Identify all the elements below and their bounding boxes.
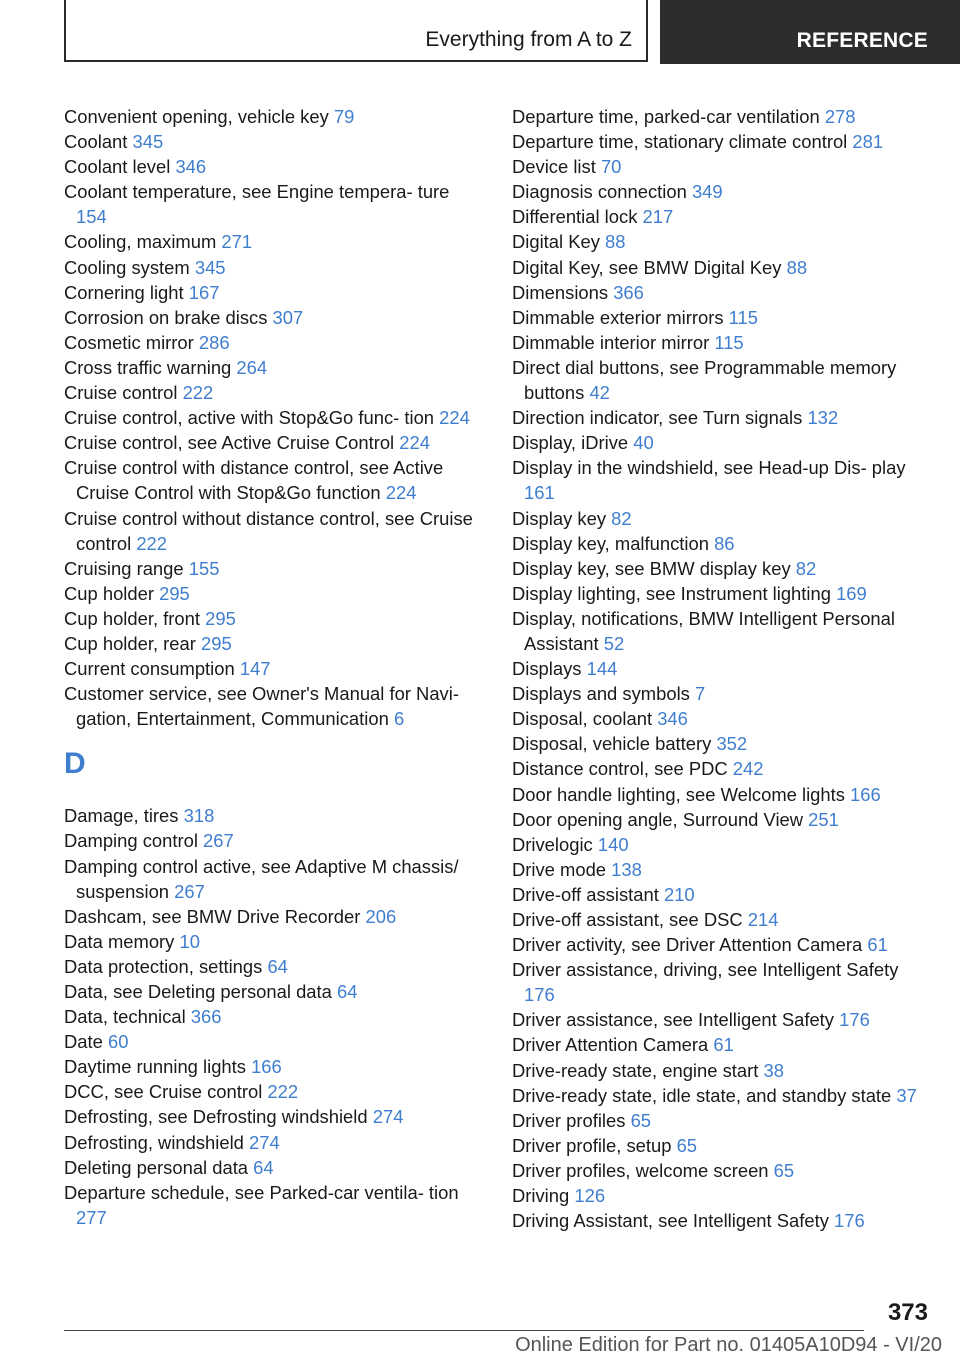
index-entry-text: Door opening angle, Surround View [512, 808, 804, 830]
index-page-link[interactable]: 61 [867, 934, 888, 956]
index-entry-text: Cup holder [64, 582, 154, 604]
index-page-link[interactable]: 295 [205, 607, 236, 629]
index-entry-text: Door handle lighting, see Welcome lights [512, 783, 845, 805]
index-entry [64, 656, 480, 681]
index-entry-text: Displays [512, 658, 582, 680]
index-entry-text: Current consumption [64, 658, 235, 680]
index-entry [512, 280, 922, 305]
index-entry-text: Displays and symbols [512, 683, 690, 705]
index-page-link[interactable]: 224 [385, 482, 417, 504]
index-entry [512, 1007, 922, 1032]
index-page-link[interactable]: 274 [249, 1131, 280, 1153]
index-entry [64, 954, 480, 979]
index-entry-text: Disposal, coolant [512, 708, 653, 730]
index-entry [512, 330, 922, 355]
index-entry [512, 229, 922, 254]
index-entry-text: Cruise control with distance control, see Active Cruise Control with Stop&Go function [64, 457, 444, 504]
index-entry [512, 305, 922, 330]
index-entry-text: Device list [512, 156, 596, 178]
index-entry [64, 828, 480, 853]
index-entry-text: Driver assistance, see Intelligent Safety [512, 1009, 834, 1031]
index-page-link[interactable]: 206 [365, 905, 397, 927]
index-entry [512, 932, 922, 957]
index-page-link[interactable]: 166 [850, 783, 881, 805]
index-entry-text: Departure time, parked-car ventilation [512, 106, 820, 127]
index-page-link[interactable]: 176 [524, 984, 555, 1006]
index-entry-text: Cruising range [64, 557, 184, 579]
index-entry-text: Digital Key, see BMW Digital Key [512, 256, 782, 278]
index-page-link[interactable]: 251 [808, 808, 839, 830]
index-page-link[interactable]: 366 [613, 281, 644, 303]
index-entry-text: Distance control, see PDC [512, 758, 728, 780]
index-page-link[interactable]: 154 [76, 206, 107, 228]
index-entry [64, 1054, 480, 1079]
index-page-link[interactable]: 169 [836, 582, 867, 604]
index-entry-text: Data, technical [64, 1006, 186, 1028]
index-entry-text: Driver activity, see Driver Attention Camera [512, 934, 863, 956]
index-entry-text: Departure time, stationary climate control [512, 131, 848, 153]
index-entry-text: Driver Attention Camera [512, 1034, 709, 1056]
footer-divider [64, 1330, 864, 1331]
index-entry-text: Display, iDrive [512, 432, 629, 454]
index-page-link[interactable]: 277 [76, 1206, 107, 1228]
index-entry [512, 455, 922, 505]
index-page-link[interactable]: 82 [795, 557, 817, 579]
index-entry [64, 803, 480, 828]
index-entry [512, 1083, 922, 1108]
index-entry [512, 581, 922, 606]
index-entry-text: Drive-off assistant [512, 883, 659, 905]
index-page-link[interactable]: 52 [603, 632, 625, 654]
index-page-link[interactable]: 42 [589, 382, 610, 404]
index-page-link[interactable]: 222 [136, 532, 168, 554]
index-entry [64, 1079, 480, 1104]
index-entry-text: Daytime running lights [64, 1056, 246, 1078]
index-page-link[interactable]: 88 [605, 231, 626, 253]
index-entry [512, 756, 922, 781]
index-entry [64, 129, 480, 154]
index-page-link[interactable]: 295 [159, 582, 190, 604]
index-entry-text: Damping control active, see Adaptive M chassis/ suspension [64, 855, 459, 902]
index-entry [64, 1104, 480, 1129]
index-page-link[interactable]: 345 [132, 131, 164, 153]
index-entry-text: Defrosting, windshield [64, 1131, 244, 1153]
index-entry [64, 1029, 480, 1054]
header-tab-label: REFERENCE [796, 29, 928, 52]
index-entry [64, 854, 480, 904]
index-page-link[interactable]: 214 [747, 909, 779, 930]
index-entry [64, 556, 480, 581]
index-entry-text: Dashcam, see BMW Drive Recorder [64, 905, 361, 927]
index-entry-text: Drive mode [512, 858, 607, 880]
index-entry [64, 179, 480, 229]
index-page-link[interactable]: 349 [691, 181, 723, 203]
index-entry-text: Date [64, 1031, 103, 1053]
index-entry [64, 681, 480, 731]
index-entry-text: Coolant level [64, 156, 171, 178]
index-page-link[interactable]: 271 [221, 231, 253, 253]
index-entry-text: Convenient opening, vehicle key [64, 106, 329, 127]
index-entry [512, 606, 922, 656]
index-entry-text: Defrosting, see Defrosting windshield [64, 1106, 368, 1128]
index-entry [512, 782, 922, 807]
index-entry-text: Drive-off assistant, see DSC [512, 909, 743, 930]
index-page-link[interactable]: 10 [179, 930, 200, 952]
index-page-link[interactable]: 40 [633, 432, 654, 454]
index-entry [512, 1108, 922, 1133]
index-page-link[interactable]: 65 [676, 1134, 698, 1156]
index-page-link[interactable]: 138 [611, 858, 642, 880]
index-page-link[interactable]: 242 [732, 758, 764, 780]
index-entry [64, 430, 480, 455]
index-entry-text: Cruise control [64, 382, 178, 404]
index-entry [64, 255, 480, 280]
index-page-link[interactable]: 161 [524, 482, 555, 504]
index-entry [64, 305, 480, 330]
index-page-link[interactable]: 65 [773, 1159, 795, 1181]
index-entry-text: Coolant [64, 131, 128, 153]
index-entry [512, 706, 922, 731]
index-entry-text: Drivelogic [512, 833, 593, 855]
index-page-link[interactable]: 144 [586, 658, 618, 680]
index-entry [64, 104, 480, 129]
index-page-link[interactable]: 264 [236, 356, 268, 378]
index-entry-text: Cooling, maximum [64, 231, 217, 253]
index-entry [64, 631, 480, 656]
index-page-link[interactable]: 37 [896, 1084, 917, 1106]
index-page-link[interactable]: 217 [642, 206, 674, 228]
index-column-right [512, 104, 922, 1233]
index-entry [512, 531, 922, 556]
index-entry [512, 1183, 922, 1208]
index-page-link[interactable]: 366 [190, 1006, 222, 1028]
index-page-link[interactable]: 222 [182, 382, 214, 404]
index-entry-text: Cruise control, active with Stop&Go func- tion [64, 407, 435, 429]
index-entry-text: Cup holder, rear [64, 632, 196, 654]
index-page-link[interactable]: 147 [239, 658, 271, 680]
page-number: 373 [887, 1299, 928, 1326]
index-page-link[interactable]: 222 [267, 1081, 299, 1103]
index-page-link[interactable]: 278 [824, 106, 856, 127]
index-entry-text: Deleting personal data [64, 1156, 249, 1178]
index-page-link[interactable]: 346 [657, 708, 688, 730]
index-entry [512, 1032, 922, 1057]
header-section-box [64, 0, 648, 62]
index-entry-text: Direct dial buttons, see Programmable memory buttons [512, 356, 897, 404]
index-entry [64, 455, 480, 505]
index-entry [64, 979, 480, 1004]
index-entry-text: Display lighting, see Instrument lighting [512, 582, 831, 604]
index-page-link[interactable]: 64 [253, 1156, 274, 1178]
index-page-link[interactable]: 82 [611, 507, 632, 529]
index-entry-text: Display, notifications, BMW Intelligent Personal Assistant [512, 607, 895, 654]
index-page-link[interactable]: 176 [834, 1210, 865, 1232]
index-entry-text: Damage, tires [64, 805, 179, 827]
header-tab-box [660, 0, 960, 64]
index-entry-text: Driver profiles, welcome screen [512, 1159, 769, 1181]
index-page-link[interactable]: 295 [201, 632, 232, 654]
index-page-link[interactable]: 281 [852, 131, 884, 153]
index-entry-text: Driving [512, 1185, 570, 1207]
index-entry [64, 929, 480, 954]
index-entry [512, 355, 922, 405]
index-entry [512, 882, 922, 907]
index-entry [512, 857, 922, 882]
index-entry-text: Cooling system [64, 256, 190, 278]
index-page-link[interactable]: 224 [439, 407, 470, 429]
index-group-d-continued [512, 104, 922, 1233]
index-page-link[interactable]: 6 [393, 708, 405, 730]
index-entry-text: Departure schedule, see Parked-car ventila- tion [64, 1181, 459, 1203]
index-page-link[interactable]: 166 [251, 1056, 282, 1078]
index-entry [512, 1133, 922, 1158]
index-entry [512, 1158, 922, 1183]
index-entry [64, 1180, 480, 1230]
index-letter-heading: D [64, 747, 86, 781]
index-entry [512, 656, 922, 681]
index-entry [64, 1130, 480, 1155]
index-entry [512, 731, 922, 756]
index-group-d [64, 803, 480, 1230]
index-entry-text: Dimensions [512, 281, 609, 303]
index-entry [512, 405, 922, 430]
index-entry-text: Driver profile, setup [512, 1134, 672, 1156]
index-entry [512, 255, 922, 280]
index-entry-text: Dimmable interior mirror [512, 331, 710, 353]
index-entry-text: Driver assistance, driving, see Intelligent Safety [512, 959, 899, 981]
index-page-link[interactable]: 115 [728, 306, 758, 328]
index-entry [64, 904, 480, 929]
index-page-link[interactable]: 274 [372, 1106, 404, 1128]
index-entry-text: Data memory [64, 930, 175, 952]
index-entry-text: Diagnosis connection [512, 181, 687, 203]
index-page-link[interactable]: 286 [198, 331, 230, 353]
index-entry [512, 681, 922, 706]
index-entry [512, 129, 922, 154]
index-entry-text: Customer service, see Owner's Manual for Navi- gation, Entertainment, Communication [64, 683, 459, 730]
index-page-link[interactable]: 352 [716, 733, 748, 755]
index-entry-text: Cosmetic mirror [64, 331, 194, 353]
index-page-link[interactable]: 60 [107, 1031, 129, 1053]
index-entry-text: Differential lock [512, 206, 638, 228]
index-entry-text: Disposal, vehicle battery [512, 733, 712, 755]
index-page-link[interactable]: 140 [597, 833, 629, 855]
index-page-link[interactable]: 155 [188, 557, 220, 579]
index-page-link[interactable]: 267 [174, 880, 205, 902]
index-page-link[interactable]: 176 [839, 1009, 870, 1031]
index-entry [512, 104, 922, 129]
index-entry-text: Coolant temperature, see Engine tempera- ture [64, 181, 450, 203]
index-entry [64, 355, 480, 380]
index-entry [512, 556, 922, 581]
index-entry-text: Cornering light [64, 281, 184, 303]
index-page-link[interactable]: 88 [786, 256, 808, 278]
index-page-link[interactable]: 64 [267, 955, 288, 977]
index-page-link[interactable]: 267 [203, 830, 234, 852]
index-page-link[interactable]: 132 [807, 407, 839, 429]
index-entry-text: DCC, see Cruise control [64, 1081, 263, 1103]
index-page-link[interactable]: 61 [713, 1034, 734, 1056]
index-entry [512, 506, 922, 531]
index-entry [64, 1004, 480, 1029]
index-entry-text: Cruise control, see Active Cruise Control [64, 432, 395, 454]
index-entry-text: Drive-ready state, engine start [512, 1059, 759, 1081]
footer-edition: Online Edition for Part no. 01405A10D94 - VI/20 [515, 1334, 942, 1356]
index-entry [512, 957, 922, 1007]
index-entry [512, 154, 922, 179]
index-entry [64, 1155, 480, 1180]
index-entry-text: Display key, see BMW display key [512, 557, 791, 579]
index-entry [64, 405, 480, 430]
index-page-link[interactable]: 167 [188, 281, 220, 303]
header-section-title: Everything from A to Z [425, 28, 632, 51]
index-entry [512, 807, 922, 832]
index-entry-text: Cruise control without distance control, see Cruise control [64, 507, 473, 554]
index-page-link[interactable]: 65 [630, 1109, 652, 1131]
index-page-link[interactable]: 307 [272, 306, 304, 328]
index-entry-text: Driver profiles [512, 1109, 626, 1131]
index-entry [64, 380, 480, 405]
index-entry [512, 179, 922, 204]
index-entry [512, 1208, 922, 1233]
index-page-link[interactable]: 346 [175, 156, 207, 178]
index-entry [64, 581, 480, 606]
index-entry-text: Data protection, settings [64, 955, 263, 977]
index-entry-text: Digital Key [512, 231, 600, 253]
index-entry-text: Display in the windshield, see Head-up Dis- play [512, 457, 906, 479]
index-entry [64, 506, 480, 556]
index-entry-text: Driving Assistant, see Intelligent Safety [512, 1210, 829, 1232]
index-page-link[interactable]: 345 [194, 256, 226, 278]
index-entry-text: Damping control [64, 830, 198, 852]
index-entry-text: Display key [512, 507, 607, 529]
index-entry-text: Corrosion on brake discs [64, 306, 268, 328]
index-entry-text: Drive-ready state, idle state, and standby state [512, 1084, 892, 1106]
index-entry [512, 1058, 922, 1083]
index-entry-text: Display key, malfunction [512, 532, 709, 554]
index-entry-text: Dimmable exterior mirrors [512, 306, 724, 328]
index-entry [64, 280, 480, 305]
index-entry [512, 204, 922, 229]
index-page-link[interactable]: 70 [600, 156, 622, 178]
index-group-c [64, 104, 480, 731]
index-page-link[interactable]: 79 [333, 106, 355, 127]
index-page-link[interactable]: 7 [694, 683, 706, 705]
index-page-link[interactable]: 224 [399, 432, 430, 454]
index-page-link[interactable]: 86 [714, 532, 735, 554]
index-entry [64, 330, 480, 355]
index-page-link[interactable]: 318 [183, 805, 215, 827]
index-entry [64, 606, 480, 631]
index-page-link[interactable]: 38 [763, 1059, 784, 1081]
index-page-link[interactable]: 126 [574, 1185, 606, 1207]
index-page-link[interactable]: 64 [336, 981, 358, 1002]
index-column-left [64, 104, 480, 1230]
index-entry [512, 907, 922, 932]
index-entry-text: Direction indicator, see Turn signals [512, 407, 803, 429]
index-page-link[interactable]: 210 [663, 883, 695, 905]
index-entry [64, 154, 480, 179]
index-entry-text: Cup holder, front [64, 607, 200, 629]
index-entry [512, 430, 922, 455]
index-entry-text: Cross traffic warning [64, 356, 232, 378]
index-page-link[interactable]: 115 [714, 331, 744, 353]
index-entry-text: Data, see Deleting personal data [64, 981, 332, 1002]
index-entry [64, 229, 480, 254]
index-entry [512, 832, 922, 857]
